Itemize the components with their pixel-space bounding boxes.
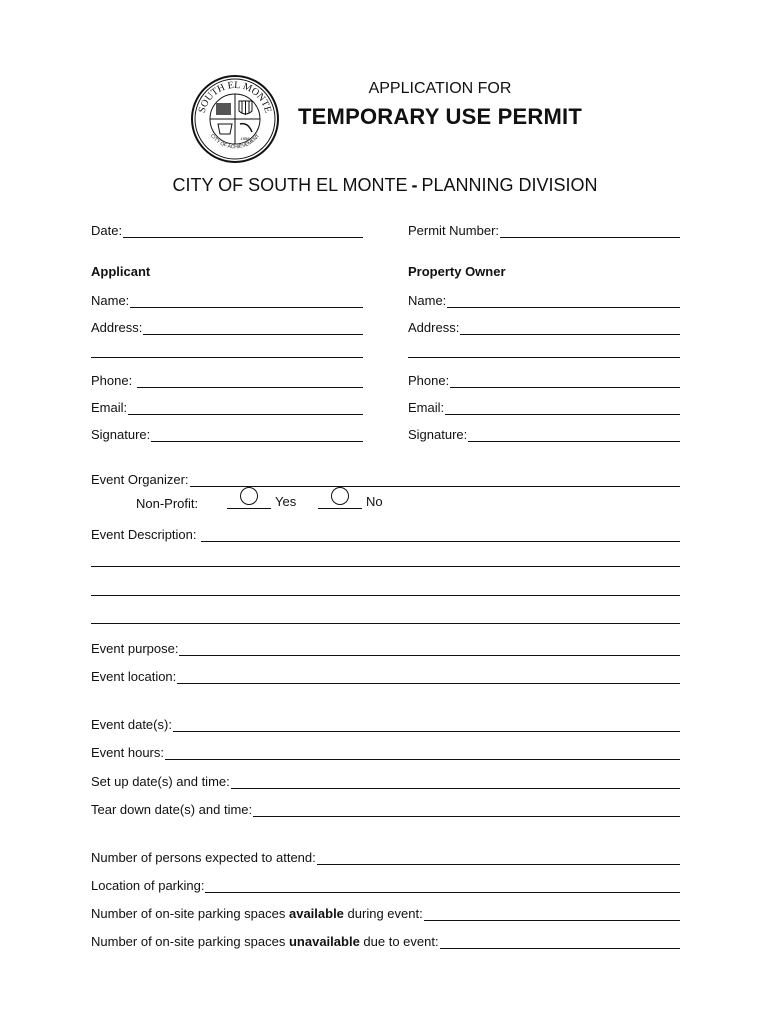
event-purpose-field[interactable] [91, 638, 680, 656]
applicant-name-label: Name: [91, 293, 130, 308]
date-line[interactable] [123, 223, 363, 238]
owner-address-label: Address: [408, 320, 460, 335]
applicant-address-label: Address: [91, 320, 143, 335]
heading-dash: - [411, 175, 418, 195]
applicant-phone-field[interactable] [91, 370, 363, 388]
event-dates-line[interactable] [173, 717, 680, 732]
owner-email-field[interactable] [408, 397, 680, 415]
applicant-email-label: Email: [91, 400, 128, 415]
yes-label: Yes [275, 494, 297, 509]
yes-line [227, 494, 271, 509]
owner-address-line[interactable] [460, 320, 680, 335]
city-name: CITY OF SOUTH EL MONTE [172, 175, 408, 195]
setup-date-line[interactable] [231, 774, 680, 789]
no-label: No [366, 494, 383, 509]
event-organizer-line[interactable] [190, 472, 680, 487]
owner-signature-field[interactable] [408, 424, 680, 442]
event-location-field[interactable] [91, 666, 680, 684]
event-dates-label: Event date(s): [91, 717, 172, 732]
parking-available-line[interactable] [424, 906, 680, 921]
applicant-phone-line[interactable] [137, 373, 363, 388]
event-description-line[interactable] [201, 527, 680, 542]
svg-text:1958: 1958 [240, 136, 250, 141]
parking-available-pre: Number of on-site parking spaces [91, 906, 289, 921]
division-name: PLANNING DIVISION [421, 175, 598, 195]
parking-location-label: Location of parking: [91, 878, 205, 893]
applicant-name-field[interactable] [91, 290, 363, 308]
persons-expected-line[interactable] [317, 850, 680, 865]
applicant-signature-label: Signature: [91, 427, 151, 442]
applicant-address-line-2[interactable] [91, 357, 363, 358]
owner-phone-line[interactable] [450, 373, 680, 388]
applicant-phone-label: Phone: [91, 373, 136, 388]
permit-number-field[interactable] [408, 220, 680, 238]
applicant-name-line[interactable] [130, 293, 363, 308]
parking-unavailable-post: due to event: [359, 934, 439, 949]
parking-location-line[interactable] [205, 878, 680, 893]
yes-radio[interactable] [240, 487, 258, 505]
event-description-line-4[interactable] [91, 623, 680, 624]
teardown-date-label: Tear down date(s) and time: [91, 802, 253, 817]
form-title: TEMPORARY USE PERMIT [298, 104, 582, 129]
parking-unavailable-bold: unavailable [288, 934, 360, 949]
owner-name-field[interactable] [408, 290, 680, 308]
parking-available-label [91, 906, 423, 921]
form-subtitle: APPLICATION FOR [368, 80, 512, 97]
owner-phone-field[interactable] [408, 370, 680, 388]
parking-available-field[interactable] [91, 903, 680, 921]
date-field[interactable] [91, 220, 363, 238]
permit-number-label: Permit Number: [408, 223, 500, 238]
non-profit-label: Non-Profit: [136, 496, 199, 511]
non-profit-no-option[interactable] [318, 494, 383, 509]
event-organizer-label: Event Organizer: [91, 472, 189, 487]
event-hours-field[interactable] [91, 742, 680, 760]
setup-date-label: Set up date(s) and time: [91, 774, 230, 789]
event-location-label: Event location: [91, 669, 177, 684]
no-radio[interactable] [331, 487, 349, 505]
parking-location-field[interactable] [91, 875, 680, 893]
applicant-heading: Applicant [91, 264, 151, 279]
applicant-address-line[interactable] [143, 320, 363, 335]
owner-signature-line[interactable] [468, 427, 680, 442]
applicant-signature-field[interactable] [91, 424, 363, 442]
parking-unavailable-label [91, 934, 439, 949]
owner-address-line-2[interactable] [408, 357, 680, 358]
no-line [318, 494, 362, 509]
owner-email-line[interactable] [445, 400, 680, 415]
persons-expected-label: Number of persons expected to attend: [91, 850, 316, 865]
owner-phone-label: Phone: [408, 373, 450, 388]
owner-email-label: Email: [408, 400, 445, 415]
event-description-field[interactable] [91, 524, 680, 542]
owner-address-field[interactable] [408, 317, 680, 335]
event-hours-label: Event hours: [91, 745, 164, 760]
non-profit-yes-option[interactable] [227, 494, 296, 509]
parking-available-post: during event: [343, 906, 423, 921]
parking-unavailable-pre: Number of on-site parking spaces [91, 934, 289, 949]
applicant-signature-line[interactable] [151, 427, 363, 442]
owner-name-line[interactable] [447, 293, 680, 308]
division-heading [90, 175, 680, 196]
date-label: Date: [91, 223, 123, 238]
teardown-date-field[interactable] [91, 799, 680, 817]
event-description-label: Event Description: [91, 527, 201, 542]
event-purpose-line[interactable] [179, 641, 680, 656]
event-location-line[interactable] [177, 669, 680, 684]
teardown-date-line[interactable] [253, 802, 680, 817]
svg-text:CITY OF ACHIEVEMENT: CITY OF ACHIEVEMENT [208, 133, 262, 151]
parking-unavailable-line[interactable] [440, 934, 680, 949]
event-description-line-3[interactable] [91, 595, 680, 596]
event-hours-line[interactable] [165, 745, 680, 760]
applicant-email-line[interactable] [128, 400, 363, 415]
event-dates-field[interactable] [91, 714, 680, 732]
applicant-email-field[interactable] [91, 397, 363, 415]
event-organizer-field[interactable] [91, 469, 680, 487]
owner-name-label: Name: [408, 293, 447, 308]
parking-available-bold: available [288, 906, 344, 921]
property-owner-heading: Property Owner [408, 264, 506, 279]
svg-text:SOUTH EL MONTE: SOUTH EL MONTE [196, 79, 274, 115]
parking-unavailable-field[interactable] [91, 931, 680, 949]
setup-date-field[interactable] [91, 771, 680, 789]
applicant-address-field[interactable] [91, 317, 363, 335]
owner-signature-label: Signature: [408, 427, 468, 442]
city-seal [190, 74, 280, 164]
permit-number-line[interactable] [500, 223, 680, 238]
event-description-line-2[interactable] [91, 566, 680, 567]
persons-expected-field[interactable] [91, 847, 680, 865]
event-purpose-label: Event purpose: [91, 641, 179, 656]
